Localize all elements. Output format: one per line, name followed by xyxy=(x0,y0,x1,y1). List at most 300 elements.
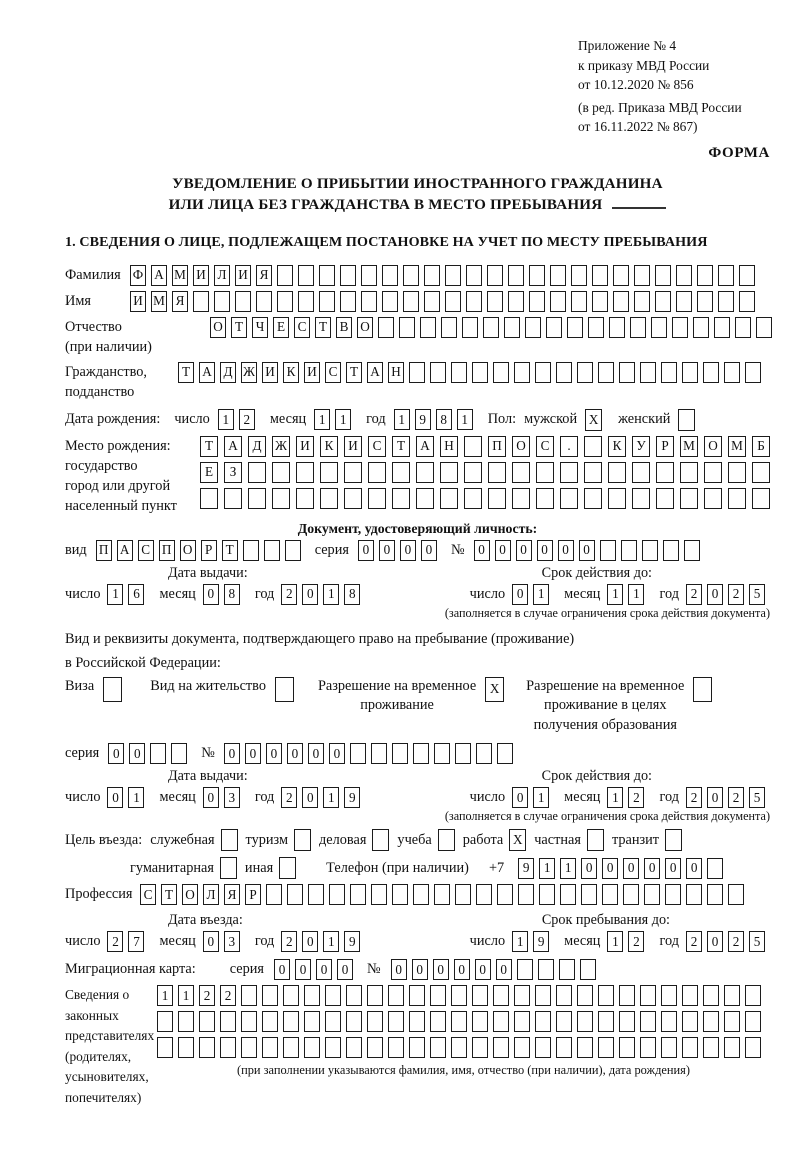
char-cell[interactable] xyxy=(361,291,377,312)
char-cell[interactable]: Р xyxy=(656,436,674,457)
char-cell[interactable]: 1 xyxy=(512,931,528,952)
char-cell[interactable] xyxy=(728,884,744,905)
char-cell[interactable]: . xyxy=(560,436,578,457)
char-cell[interactable]: С xyxy=(368,436,386,457)
char-cell[interactable] xyxy=(508,291,524,312)
char-cell[interactable]: А xyxy=(367,362,383,383)
char-cell[interactable] xyxy=(536,488,554,509)
char-cell[interactable] xyxy=(424,291,440,312)
char-cell[interactable]: 0 xyxy=(379,540,395,561)
char-cell[interactable] xyxy=(556,985,572,1006)
char-cell[interactable] xyxy=(220,1011,236,1032)
char-cell[interactable] xyxy=(508,265,524,286)
char-cell[interactable] xyxy=(613,291,629,312)
char-cell[interactable] xyxy=(409,1037,425,1058)
char-cell[interactable] xyxy=(661,1011,677,1032)
char-cell[interactable] xyxy=(686,884,702,905)
char-cell[interactable]: О xyxy=(180,540,196,561)
char-cell[interactable]: Т xyxy=(200,436,218,457)
char-cell[interactable] xyxy=(739,291,755,312)
char-cell[interactable] xyxy=(409,985,425,1006)
char-cell[interactable]: 0 xyxy=(316,959,332,980)
char-cell[interactable]: 2 xyxy=(628,931,644,952)
char-cell[interactable] xyxy=(413,743,429,764)
char-cell[interactable] xyxy=(556,362,572,383)
char-cell[interactable] xyxy=(308,884,324,905)
char-cell[interactable] xyxy=(640,1037,656,1058)
char-cell[interactable]: 2 xyxy=(281,931,297,952)
char-cell[interactable] xyxy=(661,1037,677,1058)
char-cell[interactable] xyxy=(634,291,650,312)
char-cell[interactable] xyxy=(472,1037,488,1058)
char-cell[interactable]: 0 xyxy=(203,584,219,605)
char-cell[interactable] xyxy=(651,317,667,338)
char-cell[interactable] xyxy=(451,362,467,383)
char-cell[interactable] xyxy=(672,317,688,338)
char-cell[interactable]: С xyxy=(325,362,341,383)
char-cell[interactable]: И xyxy=(235,265,251,286)
char-cell[interactable] xyxy=(256,291,272,312)
char-cell[interactable] xyxy=(682,362,698,383)
char-cell[interactable]: 0 xyxy=(707,931,723,952)
char-cell[interactable]: 0 xyxy=(412,959,428,980)
char-cell[interactable] xyxy=(283,1011,299,1032)
char-cell[interactable] xyxy=(598,362,614,383)
temp-residence-education-checkbox[interactable] xyxy=(693,677,712,702)
char-cell[interactable]: 1 xyxy=(128,787,144,808)
char-cell[interactable]: О xyxy=(704,436,722,457)
char-cell[interactable]: 2 xyxy=(728,584,744,605)
purpose-business-checkbox[interactable] xyxy=(372,829,389,851)
char-cell[interactable] xyxy=(598,1011,614,1032)
char-cell[interactable] xyxy=(518,884,534,905)
char-cell[interactable] xyxy=(367,985,383,1006)
char-cell[interactable] xyxy=(455,884,471,905)
char-cell[interactable]: 2 xyxy=(686,931,702,952)
char-cell[interactable] xyxy=(517,959,533,980)
char-cell[interactable] xyxy=(756,317,772,338)
char-cell[interactable] xyxy=(214,291,230,312)
char-cell[interactable]: 5 xyxy=(749,931,765,952)
char-cell[interactable]: Ж xyxy=(272,436,290,457)
char-cell[interactable] xyxy=(642,540,658,561)
char-cell[interactable] xyxy=(525,317,541,338)
char-cell[interactable] xyxy=(556,1037,572,1058)
char-cell[interactable]: 1 xyxy=(394,409,410,430)
char-cell[interactable] xyxy=(441,317,457,338)
char-cell[interactable] xyxy=(199,1037,215,1058)
char-cell[interactable] xyxy=(697,265,713,286)
char-cell[interactable]: 9 xyxy=(344,787,360,808)
char-cell[interactable] xyxy=(682,1037,698,1058)
char-cell[interactable] xyxy=(434,884,450,905)
char-cell[interactable] xyxy=(512,462,530,483)
char-cell[interactable] xyxy=(724,985,740,1006)
char-cell[interactable]: 0 xyxy=(302,584,318,605)
char-cell[interactable] xyxy=(745,985,761,1006)
char-cell[interactable]: Т xyxy=(392,436,410,457)
char-cell[interactable]: 1 xyxy=(314,409,330,430)
char-cell[interactable] xyxy=(413,884,429,905)
char-cell[interactable] xyxy=(602,884,618,905)
char-cell[interactable]: И xyxy=(296,436,314,457)
char-cell[interactable]: 0 xyxy=(516,540,532,561)
char-cell[interactable]: 0 xyxy=(274,959,290,980)
char-cell[interactable] xyxy=(745,362,761,383)
char-cell[interactable] xyxy=(319,265,335,286)
char-cell[interactable]: 0 xyxy=(707,584,723,605)
char-cell[interactable] xyxy=(392,462,410,483)
sex-male-checkbox[interactable]: X xyxy=(585,409,602,431)
char-cell[interactable]: О xyxy=(210,317,226,338)
char-cell[interactable] xyxy=(157,1011,173,1032)
char-cell[interactable] xyxy=(285,540,301,561)
char-cell[interactable]: Р xyxy=(245,884,261,905)
char-cell[interactable]: 0 xyxy=(475,959,491,980)
char-cell[interactable] xyxy=(368,488,386,509)
char-cell[interactable]: 8 xyxy=(436,409,452,430)
char-cell[interactable]: А xyxy=(416,436,434,457)
char-cell[interactable]: 1 xyxy=(533,584,549,605)
char-cell[interactable] xyxy=(661,985,677,1006)
char-cell[interactable] xyxy=(392,743,408,764)
char-cell[interactable] xyxy=(714,317,730,338)
char-cell[interactable] xyxy=(497,743,513,764)
char-cell[interactable] xyxy=(440,488,458,509)
char-cell[interactable] xyxy=(665,884,681,905)
char-cell[interactable] xyxy=(320,488,338,509)
char-cell[interactable]: П xyxy=(488,436,506,457)
char-cell[interactable] xyxy=(243,540,259,561)
char-cell[interactable] xyxy=(193,291,209,312)
char-cell[interactable]: 0 xyxy=(108,743,124,764)
char-cell[interactable] xyxy=(283,1037,299,1058)
char-cell[interactable] xyxy=(577,1037,593,1058)
char-cell[interactable] xyxy=(409,1011,425,1032)
char-cell[interactable] xyxy=(488,488,506,509)
char-cell[interactable] xyxy=(619,1037,635,1058)
char-cell[interactable]: 1 xyxy=(533,787,549,808)
char-cell[interactable]: 0 xyxy=(454,959,470,980)
char-cell[interactable]: 9 xyxy=(518,858,534,879)
char-cell[interactable] xyxy=(248,462,266,483)
char-cell[interactable]: Я xyxy=(256,265,272,286)
char-cell[interactable]: 0 xyxy=(266,743,282,764)
char-cell[interactable]: А xyxy=(151,265,167,286)
sex-female-checkbox[interactable] xyxy=(678,409,695,431)
char-cell[interactable]: 3 xyxy=(224,931,240,952)
char-cell[interactable]: 2 xyxy=(728,787,744,808)
char-cell[interactable]: 2 xyxy=(281,584,297,605)
char-cell[interactable]: 0 xyxy=(329,743,345,764)
char-cell[interactable]: Н xyxy=(388,362,404,383)
char-cell[interactable] xyxy=(560,884,576,905)
char-cell[interactable]: 9 xyxy=(415,409,431,430)
char-cell[interactable]: 1 xyxy=(628,584,644,605)
char-cell[interactable] xyxy=(735,317,751,338)
char-cell[interactable] xyxy=(178,1037,194,1058)
char-cell[interactable] xyxy=(693,317,709,338)
char-cell[interactable] xyxy=(704,488,722,509)
residence-permit-checkbox[interactable] xyxy=(275,677,294,702)
char-cell[interactable] xyxy=(608,462,626,483)
char-cell[interactable] xyxy=(676,291,692,312)
char-cell[interactable]: 0 xyxy=(474,540,490,561)
char-cell[interactable] xyxy=(493,362,509,383)
char-cell[interactable] xyxy=(224,488,242,509)
char-cell[interactable] xyxy=(440,462,458,483)
char-cell[interactable] xyxy=(403,291,419,312)
char-cell[interactable]: Я xyxy=(224,884,240,905)
char-cell[interactable] xyxy=(171,743,187,764)
char-cell[interactable] xyxy=(266,884,282,905)
char-cell[interactable]: Л xyxy=(203,884,219,905)
char-cell[interactable]: 0 xyxy=(358,540,374,561)
char-cell[interactable]: 0 xyxy=(537,540,553,561)
char-cell[interactable]: 7 xyxy=(128,931,144,952)
char-cell[interactable] xyxy=(430,1011,446,1032)
char-cell[interactable] xyxy=(682,985,698,1006)
char-cell[interactable] xyxy=(529,291,545,312)
char-cell[interactable]: 1 xyxy=(323,787,339,808)
char-cell[interactable]: 2 xyxy=(628,787,644,808)
char-cell[interactable]: Ф xyxy=(130,265,146,286)
char-cell[interactable] xyxy=(350,884,366,905)
char-cell[interactable] xyxy=(745,1011,761,1032)
char-cell[interactable]: О xyxy=(357,317,373,338)
char-cell[interactable] xyxy=(661,362,677,383)
char-cell[interactable] xyxy=(560,488,578,509)
char-cell[interactable]: С xyxy=(294,317,310,338)
char-cell[interactable] xyxy=(623,884,639,905)
char-cell[interactable] xyxy=(451,1037,467,1058)
char-cell[interactable]: И xyxy=(193,265,209,286)
char-cell[interactable] xyxy=(262,1011,278,1032)
char-cell[interactable]: К xyxy=(320,436,338,457)
purpose-official-checkbox[interactable] xyxy=(221,829,238,851)
char-cell[interactable] xyxy=(538,959,554,980)
char-cell[interactable]: 1 xyxy=(107,584,123,605)
char-cell[interactable]: 2 xyxy=(199,985,215,1006)
char-cell[interactable] xyxy=(512,488,530,509)
char-cell[interactable] xyxy=(718,291,734,312)
char-cell[interactable] xyxy=(464,462,482,483)
char-cell[interactable] xyxy=(277,291,293,312)
char-cell[interactable]: С xyxy=(536,436,554,457)
char-cell[interactable] xyxy=(371,884,387,905)
char-cell[interactable]: 2 xyxy=(281,787,297,808)
char-cell[interactable] xyxy=(304,1037,320,1058)
char-cell[interactable] xyxy=(718,265,734,286)
char-cell[interactable] xyxy=(739,265,755,286)
char-cell[interactable]: Т xyxy=(222,540,238,561)
char-cell[interactable]: 3 xyxy=(224,787,240,808)
char-cell[interactable]: 0 xyxy=(686,858,702,879)
char-cell[interactable] xyxy=(472,1011,488,1032)
char-cell[interactable]: А xyxy=(117,540,133,561)
char-cell[interactable]: Ч xyxy=(252,317,268,338)
char-cell[interactable]: 0 xyxy=(337,959,353,980)
char-cell[interactable] xyxy=(350,743,366,764)
char-cell[interactable] xyxy=(248,488,266,509)
char-cell[interactable] xyxy=(200,488,218,509)
char-cell[interactable] xyxy=(536,462,554,483)
char-cell[interactable] xyxy=(728,462,746,483)
char-cell[interactable] xyxy=(296,462,314,483)
char-cell[interactable] xyxy=(632,488,650,509)
char-cell[interactable]: 1 xyxy=(539,858,555,879)
char-cell[interactable]: 1 xyxy=(323,584,339,605)
char-cell[interactable] xyxy=(409,362,425,383)
char-cell[interactable] xyxy=(580,959,596,980)
char-cell[interactable]: 0 xyxy=(295,959,311,980)
char-cell[interactable] xyxy=(472,362,488,383)
char-cell[interactable] xyxy=(220,1037,236,1058)
char-cell[interactable] xyxy=(608,488,626,509)
char-cell[interactable]: И xyxy=(130,291,146,312)
char-cell[interactable]: 0 xyxy=(129,743,145,764)
char-cell[interactable] xyxy=(577,985,593,1006)
char-cell[interactable] xyxy=(703,985,719,1006)
char-cell[interactable] xyxy=(703,1037,719,1058)
char-cell[interactable] xyxy=(609,317,625,338)
char-cell[interactable] xyxy=(262,985,278,1006)
char-cell[interactable] xyxy=(600,540,616,561)
char-cell[interactable] xyxy=(584,488,602,509)
char-cell[interactable] xyxy=(424,265,440,286)
char-cell[interactable] xyxy=(703,362,719,383)
char-cell[interactable]: 0 xyxy=(665,858,681,879)
char-cell[interactable] xyxy=(707,884,723,905)
char-cell[interactable]: 0 xyxy=(512,584,528,605)
char-cell[interactable]: Т xyxy=(161,884,177,905)
char-cell[interactable] xyxy=(344,462,362,483)
char-cell[interactable] xyxy=(581,884,597,905)
char-cell[interactable] xyxy=(704,462,722,483)
purpose-study-checkbox[interactable] xyxy=(438,829,455,851)
char-cell[interactable] xyxy=(619,1011,635,1032)
char-cell[interactable]: Е xyxy=(200,462,218,483)
char-cell[interactable] xyxy=(368,462,386,483)
char-cell[interactable] xyxy=(287,884,303,905)
char-cell[interactable] xyxy=(430,362,446,383)
char-cell[interactable]: К xyxy=(283,362,299,383)
char-cell[interactable] xyxy=(535,1011,551,1032)
char-cell[interactable]: 0 xyxy=(203,931,219,952)
char-cell[interactable]: М xyxy=(728,436,746,457)
char-cell[interactable] xyxy=(663,540,679,561)
char-cell[interactable] xyxy=(472,985,488,1006)
char-cell[interactable] xyxy=(488,462,506,483)
char-cell[interactable]: 5 xyxy=(749,787,765,808)
char-cell[interactable] xyxy=(296,488,314,509)
char-cell[interactable] xyxy=(577,1011,593,1032)
char-cell[interactable] xyxy=(466,265,482,286)
char-cell[interactable] xyxy=(655,265,671,286)
char-cell[interactable] xyxy=(241,1011,257,1032)
char-cell[interactable]: 0 xyxy=(302,787,318,808)
char-cell[interactable]: И xyxy=(262,362,278,383)
char-cell[interactable]: 5 xyxy=(749,584,765,605)
char-cell[interactable] xyxy=(497,884,513,905)
char-cell[interactable]: 9 xyxy=(533,931,549,952)
char-cell[interactable] xyxy=(272,488,290,509)
char-cell[interactable]: П xyxy=(96,540,112,561)
char-cell[interactable]: 0 xyxy=(400,540,416,561)
char-cell[interactable] xyxy=(361,265,377,286)
char-cell[interactable] xyxy=(277,265,293,286)
char-cell[interactable]: О xyxy=(512,436,530,457)
char-cell[interactable]: К xyxy=(608,436,626,457)
char-cell[interactable]: 1 xyxy=(560,858,576,879)
char-cell[interactable] xyxy=(388,1011,404,1032)
char-cell[interactable] xyxy=(399,317,415,338)
char-cell[interactable]: 0 xyxy=(287,743,303,764)
char-cell[interactable] xyxy=(550,291,566,312)
char-cell[interactable]: Л xyxy=(214,265,230,286)
char-cell[interactable] xyxy=(571,265,587,286)
char-cell[interactable] xyxy=(487,291,503,312)
char-cell[interactable] xyxy=(325,985,341,1006)
char-cell[interactable] xyxy=(644,884,660,905)
char-cell[interactable] xyxy=(684,540,700,561)
char-cell[interactable] xyxy=(592,265,608,286)
char-cell[interactable] xyxy=(655,291,671,312)
char-cell[interactable] xyxy=(514,1037,530,1058)
char-cell[interactable] xyxy=(619,985,635,1006)
char-cell[interactable] xyxy=(388,985,404,1006)
char-cell[interactable] xyxy=(320,462,338,483)
char-cell[interactable] xyxy=(697,291,713,312)
char-cell[interactable] xyxy=(434,743,450,764)
char-cell[interactable] xyxy=(514,1011,530,1032)
char-cell[interactable]: 0 xyxy=(496,959,512,980)
char-cell[interactable]: Т xyxy=(346,362,362,383)
char-cell[interactable] xyxy=(157,1037,173,1058)
char-cell[interactable]: В xyxy=(336,317,352,338)
char-cell[interactable]: Р xyxy=(201,540,217,561)
char-cell[interactable]: 1 xyxy=(457,409,473,430)
char-cell[interactable] xyxy=(640,1011,656,1032)
char-cell[interactable]: М xyxy=(172,265,188,286)
char-cell[interactable] xyxy=(325,1011,341,1032)
char-cell[interactable] xyxy=(724,1037,740,1058)
char-cell[interactable] xyxy=(340,291,356,312)
char-cell[interactable] xyxy=(392,884,408,905)
char-cell[interactable] xyxy=(577,362,593,383)
char-cell[interactable]: Д xyxy=(248,436,266,457)
char-cell[interactable] xyxy=(392,488,410,509)
char-cell[interactable]: П xyxy=(159,540,175,561)
char-cell[interactable] xyxy=(476,743,492,764)
char-cell[interactable] xyxy=(584,436,602,457)
char-cell[interactable]: 1 xyxy=(178,985,194,1006)
char-cell[interactable] xyxy=(613,265,629,286)
char-cell[interactable]: 8 xyxy=(344,584,360,605)
char-cell[interactable] xyxy=(367,1037,383,1058)
char-cell[interactable]: 1 xyxy=(323,931,339,952)
char-cell[interactable] xyxy=(476,884,492,905)
char-cell[interactable]: 0 xyxy=(203,787,219,808)
char-cell[interactable]: 1 xyxy=(607,584,623,605)
char-cell[interactable] xyxy=(529,265,545,286)
char-cell[interactable] xyxy=(298,291,314,312)
purpose-other-checkbox[interactable] xyxy=(279,857,296,879)
char-cell[interactable]: Т xyxy=(231,317,247,338)
char-cell[interactable]: 0 xyxy=(107,787,123,808)
char-cell[interactable]: 1 xyxy=(157,985,173,1006)
char-cell[interactable] xyxy=(598,985,614,1006)
